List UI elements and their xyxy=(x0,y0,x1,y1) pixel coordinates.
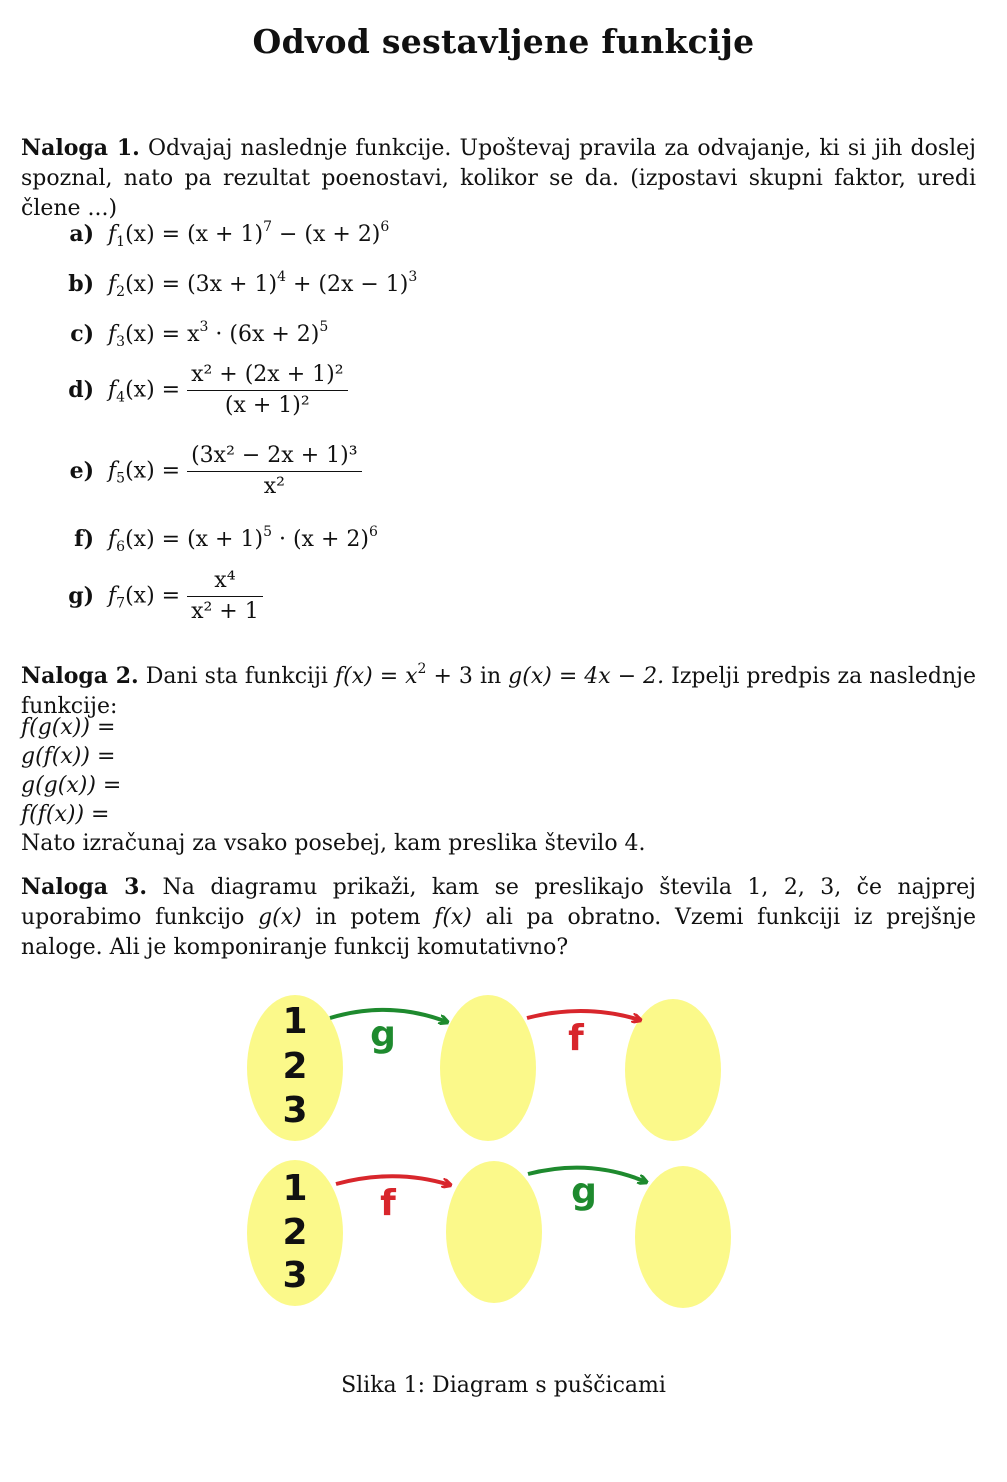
task2-line-ffx: f(f(x)) = xyxy=(21,802,110,827)
diagram-number: 3 xyxy=(282,1255,308,1296)
fraction: $\frac{\text{x² + (2x + 1)²}}{\text{(x + 1)²}}$ xyxy=(187,360,347,421)
task3-label: Naloga 3. xyxy=(21,874,148,900)
task1-item-d: d) $f_4(x)$ = $\frac{\text{x² + (2x + 1)²}}{\text{(x + 1)²}}$ xyxy=(60,360,348,424)
diagram-number: 2 xyxy=(282,1046,308,1087)
task1-item-a: a) $f_1(x) = (x + 1)^7 - (x + 2)^6$ xyxy=(69,219,390,250)
g-arrow-label-row2: g xyxy=(571,1171,597,1212)
figure-caption: Slika 1: Diagram s puščicami xyxy=(341,1373,666,1398)
task2-outro: Nato izračunaj za vsako posebej, kam preslika število 4. xyxy=(21,831,646,856)
fraction: $\frac{\text{(3x² − 2x + 1)³}}{\text{x²}}$ xyxy=(187,441,361,502)
f-arrow-label-row1: f xyxy=(568,1018,584,1059)
target-set-ellipse-row2 xyxy=(635,1166,731,1308)
middle-set-ellipse-row1 xyxy=(440,995,536,1141)
task2-line-gfx: g(f(x)) = xyxy=(21,744,116,769)
task1-text: Odvajaj naslednje funkcije. Upoštevaj pravila za odvajanje, ki si jih doslej spoznal, nato pa rezultat poenostavi, kolikor se da. (izpostavi skupni faktor, uredi člene ...) xyxy=(21,136,976,221)
task2-paragraph: Naloga 2. Dani sta funkciji $f(x) = x^2 + 3$ in g(x) = 4x − 2. Izpelji predpis za naslednje funkcije: xyxy=(21,661,976,719)
task1-label: Naloga 1. xyxy=(21,135,140,161)
g-arrow-label-row1: g xyxy=(370,1014,396,1055)
task2-line-ggx: g(g(x)) = xyxy=(21,773,122,798)
diagram-number: 3 xyxy=(282,1090,308,1131)
page-title: Odvod sestavljene funkcije xyxy=(252,22,755,61)
diagram-number: 1 xyxy=(282,1168,308,1209)
task1-item-g: g) $f_7(x)$ = $\frac{\text{x⁴}}{\text{x² + 1}}$ xyxy=(60,566,263,630)
task2-label: Naloga 2. xyxy=(21,663,139,689)
task1-item-f: f) $f_6(x) = (x + 1)^5 \cdot (x + 2)^6$ xyxy=(74,524,378,555)
task1-item-e: e) $f_5(x)$ = $\frac{\text{(3x² − 2x + 1)³}}{\text{x²}}$ xyxy=(60,441,362,505)
task1-item-c: c) $f_3(x) = x^3 \cdot (6x + 2)^5$ xyxy=(70,319,329,350)
f-arrow-label-row2: f xyxy=(380,1183,396,1224)
task3-paragraph: Naloga 3. Na diagramu prikaži, kam se preslikajo števila 1, 2, 3, če najprej uporabimo funkcijo g(x) in potem f(x) ali pa obratno. Vzemi funkciji iz prejšnje naloge. Ali je komponiranje funkcij komutativno? xyxy=(21,874,976,960)
task2-line-fgx: f(g(x)) = xyxy=(21,715,116,740)
fraction: $\frac{\text{x⁴}}{\text{x² + 1}}$ xyxy=(187,566,263,627)
diagram-number: 1 xyxy=(282,1001,308,1042)
middle-set-ellipse-row2 xyxy=(446,1161,542,1303)
diagram-number: 2 xyxy=(282,1212,308,1253)
task1-item-b: b) $f_2(x) = (3x + 1)^4 + (2x - 1)^3$ xyxy=(68,269,418,300)
